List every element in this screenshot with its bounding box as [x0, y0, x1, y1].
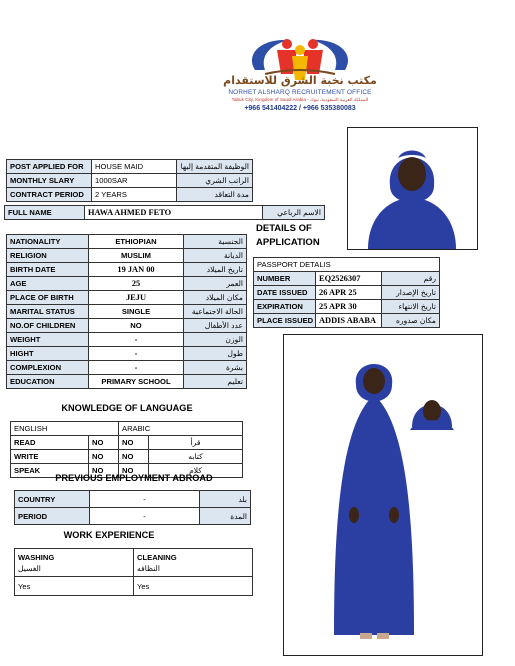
job-arabic: الراتب الشري [177, 174, 253, 188]
personal-arabic: تاريخ الميلاد [184, 263, 247, 277]
passport-arabic: تاريخ الإصدار [382, 286, 440, 300]
experience-cleaning-en: CLEANING [137, 552, 177, 562]
job-value: HOUSE MAID [92, 160, 177, 174]
table-row [254, 300, 440, 314]
table-row [7, 188, 253, 202]
table-row [254, 286, 440, 300]
personal-label: EDUCATION [7, 375, 89, 389]
passport-label: PLACE ISSUED [254, 314, 316, 328]
language-arabic-value: NO [119, 464, 149, 478]
personal-value: SINGLE [89, 305, 184, 319]
personal-value: ETHIOPIAN [89, 235, 184, 249]
passport-arabic: رقم [382, 272, 440, 286]
personal-value: - [89, 333, 184, 347]
table-row [15, 577, 253, 596]
passport-label: EXPIRATION [254, 300, 316, 314]
language-english-value: NO [89, 464, 119, 478]
personal-arabic: تعليم [184, 375, 247, 389]
personal-arabic: مكان الميلاد [184, 291, 247, 305]
full-name-arabic: الاسم الرباعي [263, 206, 325, 220]
personal-value: NO [89, 319, 184, 333]
full-name-table [4, 205, 325, 220]
experience-washing-ar: الغسيل [18, 563, 41, 573]
table-row [5, 206, 325, 220]
employment-arabic: بلد [200, 491, 251, 508]
table-row [7, 160, 253, 174]
job-value: 1000SAR [92, 174, 177, 188]
passport-value: EQ2526307 [316, 272, 382, 286]
table-row [15, 491, 251, 508]
logo-english-name: NORHET ALSHARQ RECRUITEMENT OFFICE [228, 89, 372, 96]
personal-label: NO.OF CHILDREN [7, 319, 89, 333]
full-name-value: HAWA AHMED FETO [85, 206, 263, 220]
table-row [254, 272, 440, 286]
passport-arabic: مكان صدوره [382, 314, 440, 328]
personal-label: NATIONALITY [7, 235, 89, 249]
table-row [7, 174, 253, 188]
personal-value: 25 [89, 277, 184, 291]
job-value: 2 YEARS [92, 188, 177, 202]
personal-label: MARITAL STATUS [7, 305, 89, 319]
personal-value: MUSLIM [89, 249, 184, 263]
personal-label: PLACE OF BIRTH [7, 291, 89, 305]
personal-label: HIGHT [7, 347, 89, 361]
passport-label: DATE ISSUED [254, 286, 316, 300]
table-row [7, 305, 247, 319]
passport-label: NUMBER [254, 272, 316, 286]
personal-value: - [89, 361, 184, 375]
job-arabic: الوظيفة المتقدمة إليها [177, 160, 253, 174]
full-name-label: FULL NAME [5, 206, 85, 220]
headshot-photo [347, 127, 478, 250]
logo-arabic-name: مكتب نخبة الشرق للاستقدام [223, 74, 377, 87]
personal-label: RELIGION [7, 249, 89, 263]
personal-arabic: طول [184, 347, 247, 361]
person-full-photo-icon [284, 335, 482, 655]
table-row [7, 333, 247, 347]
language-label: READ [11, 436, 89, 450]
table-row [7, 347, 247, 361]
language-arabic: قرأ [149, 436, 243, 450]
personal-value: JEJU [89, 291, 184, 305]
personal-arabic: الحالة الاجتماعية [184, 305, 247, 319]
employment-label: PERIOD [15, 508, 90, 525]
table-row [7, 291, 247, 305]
passport-table [253, 257, 440, 328]
table-row [254, 258, 440, 272]
experience-cleaning-header [134, 549, 253, 577]
passport-arabic: تاريخ الانتهاء [382, 300, 440, 314]
experience-cleaning-value: Yes [134, 577, 253, 596]
language-arabic-value: NO [119, 450, 149, 464]
passport-value: 26 APR 25 [316, 286, 382, 300]
job-label: CONTRACT PERIOD [7, 188, 92, 202]
personal-arabic: بشرة [184, 361, 247, 375]
table-row [7, 361, 247, 375]
job-label: POST APPLIED FOR [7, 160, 92, 174]
employment-arabic: المدة [200, 508, 251, 525]
personal-value: PRIMARY SCHOOL [89, 375, 184, 389]
experience-cleaning-ar: النظافه [137, 563, 160, 573]
personal-value: - [89, 347, 184, 361]
personal-label: BIRTH DATE [7, 263, 89, 277]
language-arabic: كتابه [149, 450, 243, 464]
personal-label: WEIGHT [7, 333, 89, 347]
job-label: MONTHLY SLARY [7, 174, 92, 188]
language-english-value: NO [89, 436, 119, 450]
personal-value: 19 JAN 00 [89, 263, 184, 277]
language-col-arabic: ARABIC [119, 422, 243, 436]
personal-arabic: الديانة [184, 249, 247, 263]
full-body-photo [283, 334, 483, 656]
personal-label: AGE [7, 277, 89, 291]
personal-arabic: عدد الأطفال [184, 319, 247, 333]
company-logo [205, 30, 395, 124]
details-title: DETAILS OF APPLICATION [256, 223, 320, 248]
passport-title: PASSPORT DETALIS [254, 258, 440, 272]
table-row [7, 277, 247, 291]
table-row [15, 549, 253, 577]
personal-table [6, 234, 247, 389]
table-row [7, 235, 247, 249]
table-row [11, 436, 243, 450]
passport-value: 25 APR 30 [316, 300, 382, 314]
passport-value: ADDIS ABABA [316, 314, 382, 328]
experience-washing-header [15, 549, 134, 577]
table-row [11, 422, 243, 436]
logo-address: Tabuk City, Kingdom of Saudi Arabia - المملكة العربية السعودية، تبوك [231, 97, 369, 102]
table-row [15, 508, 251, 525]
employment-value: - [90, 491, 200, 508]
employment-table [14, 490, 251, 525]
language-label: SPEAK [11, 464, 89, 478]
employment-value: - [90, 508, 200, 525]
employment-label: COUNTRY [15, 491, 90, 508]
table-row [11, 450, 243, 464]
experience-title: WORK EXPERIENCE [63, 530, 155, 540]
table-row [7, 249, 247, 263]
personal-arabic: العمر [184, 277, 247, 291]
language-col-english: ENGLISH [11, 422, 119, 436]
experience-washing-en: WASHING [18, 552, 55, 562]
language-label: WRITE [11, 450, 89, 464]
language-title: KNOWLEDGE OF LANGUAGE [61, 403, 193, 413]
personal-label: COMPLEXION [7, 361, 89, 375]
job-arabic: مدة التعاقد [177, 188, 253, 202]
language-arabic: كلام [149, 464, 243, 478]
table-row [7, 319, 247, 333]
language-english-value: NO [89, 450, 119, 464]
language-arabic-value: NO [119, 436, 149, 450]
table-row [7, 263, 247, 277]
table-row [7, 375, 247, 389]
language-table [10, 421, 243, 478]
logo-phones: +966 541404222 / +966 535380083 [244, 105, 356, 112]
person-photo-icon [348, 128, 477, 249]
employment-title: PREVIOUS EMPLOYMENT ABROAD [55, 473, 213, 483]
job-table [6, 159, 253, 202]
experience-washing-value: Yes [15, 577, 134, 596]
personal-arabic: الجنسية [184, 235, 247, 249]
experience-table [14, 548, 253, 596]
table-row [254, 314, 440, 328]
personal-arabic: الوزن [184, 333, 247, 347]
